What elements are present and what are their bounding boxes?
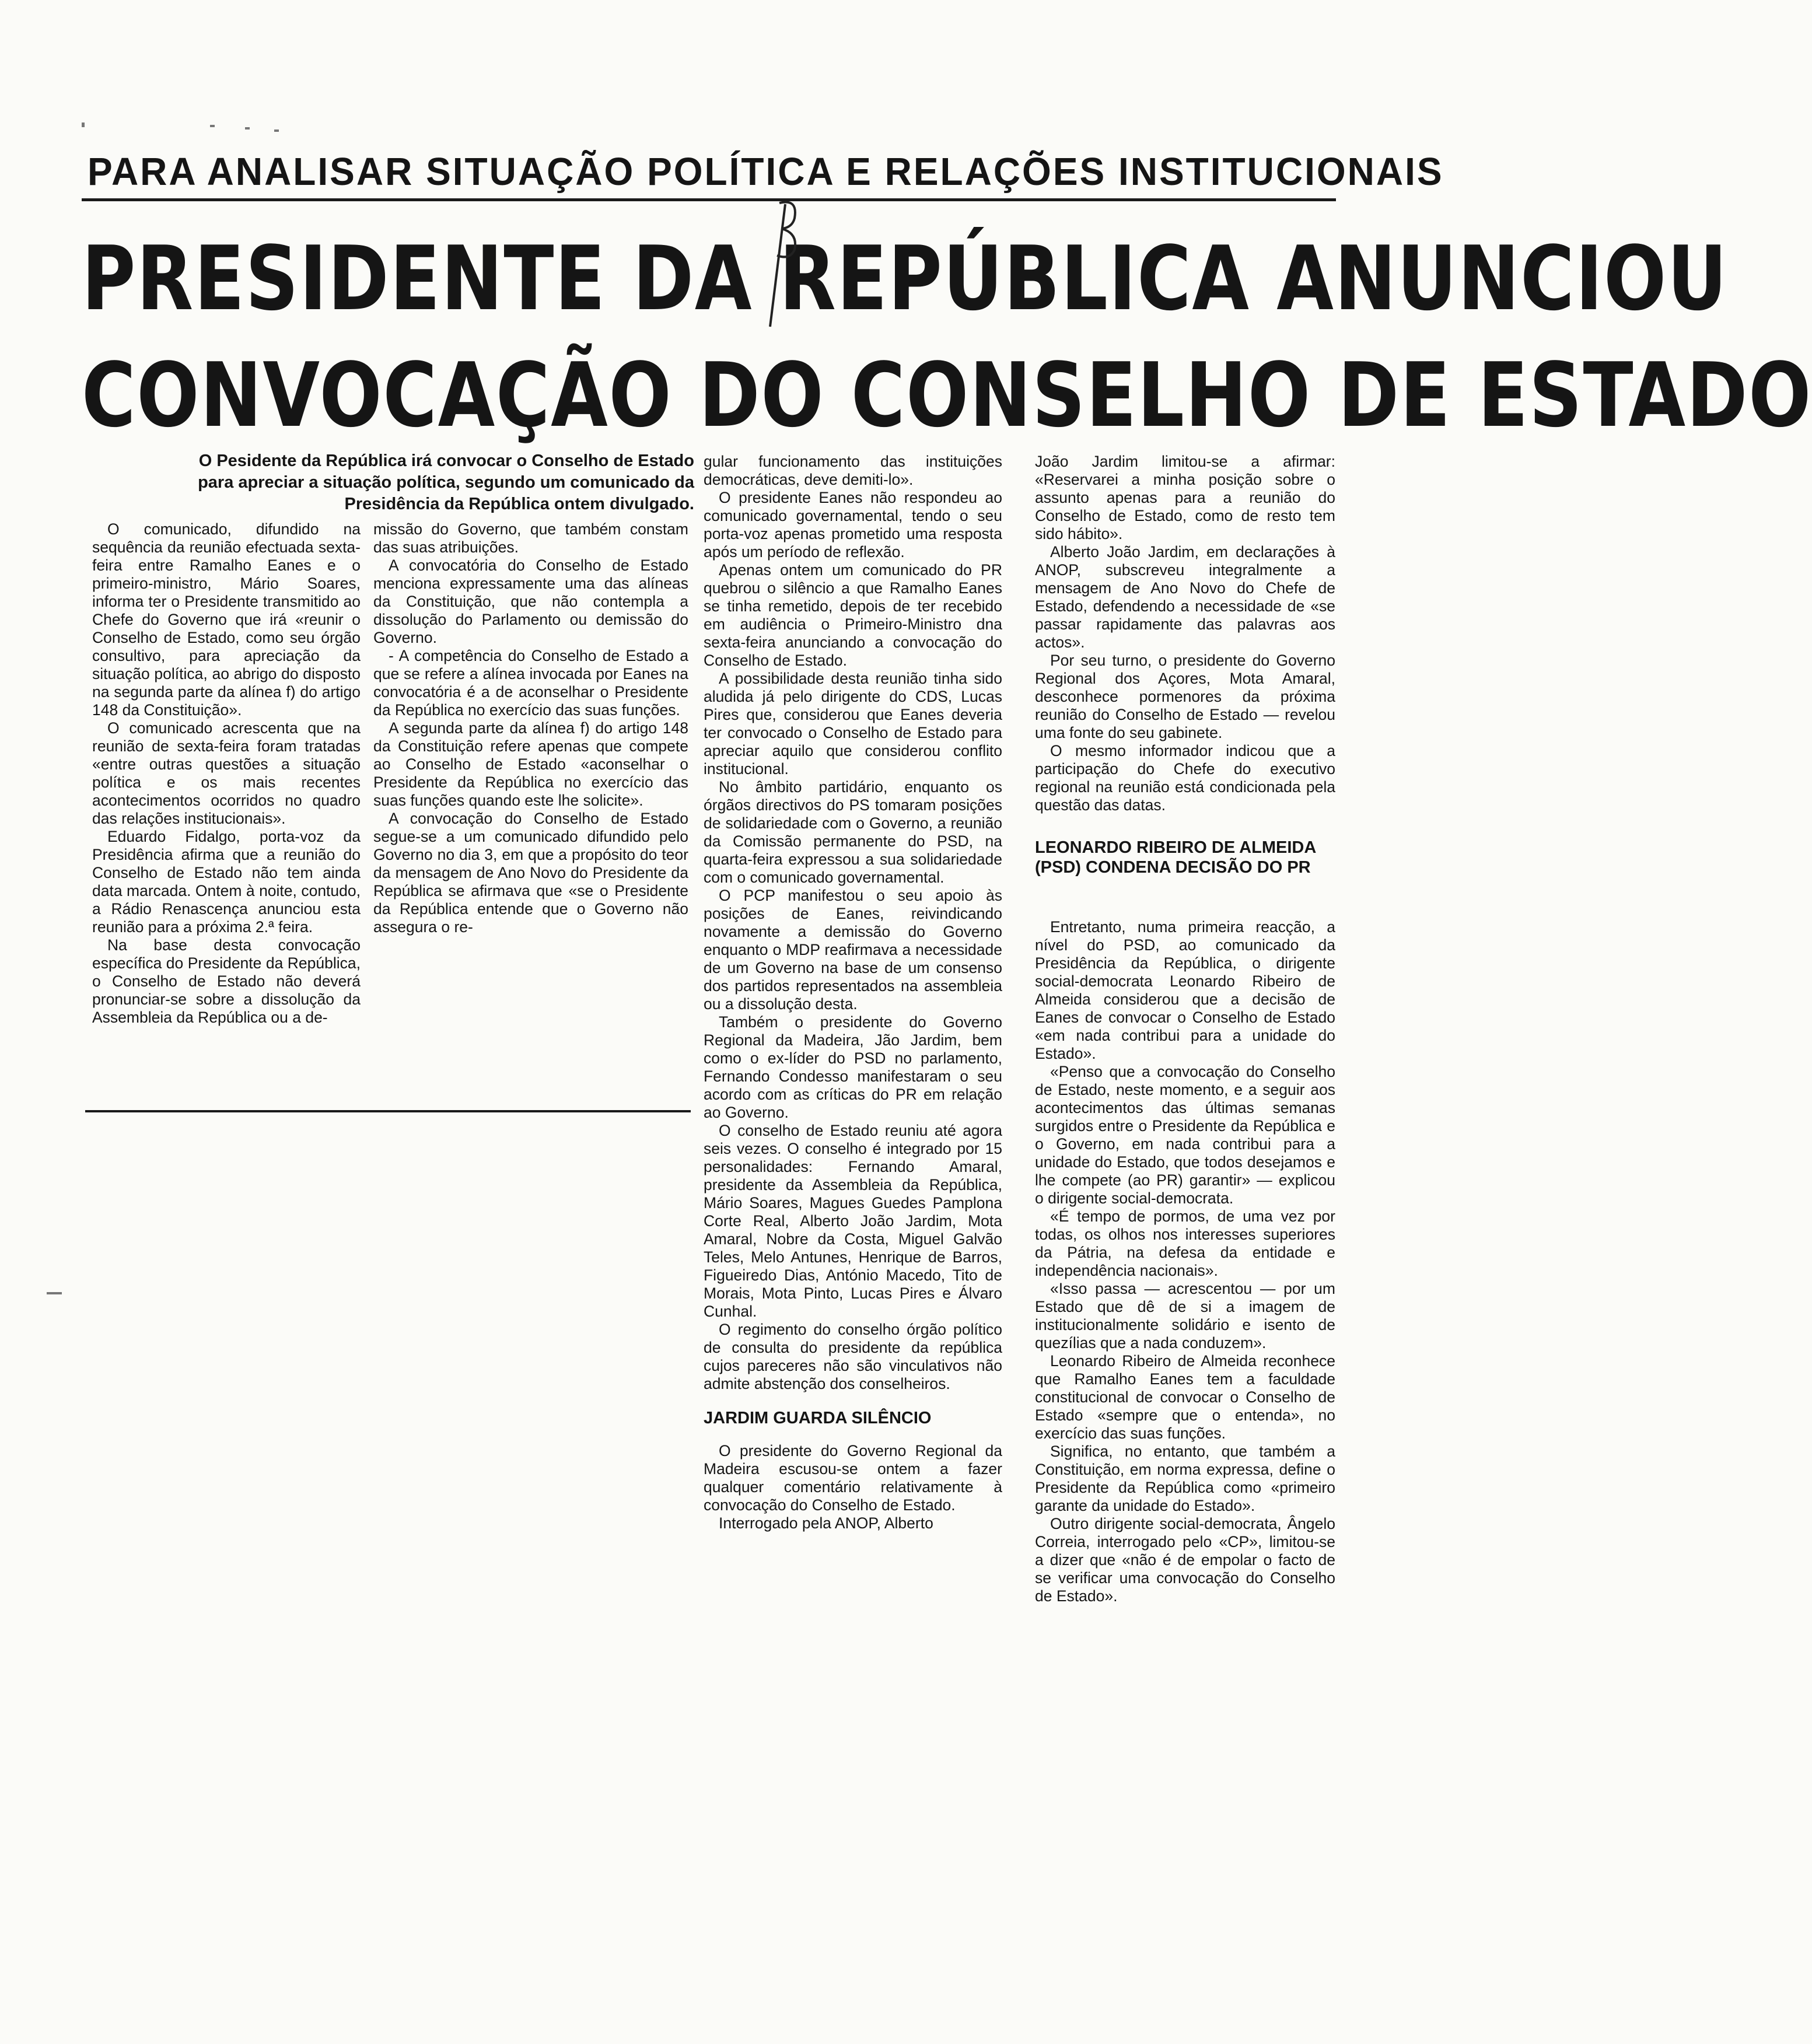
paragraph: O comunicado acrescenta que na reunião de sexta-feira foram tratadas «entre outras questões a situação política e os mais recentes acontecimentos ocorridos no quadro das relações institucionais».	[92, 719, 361, 827]
paragraph: Leonardo Ribeiro de Almeida reconhece que Ramalho Eanes tem a faculdade constitucional de convocar o Conselho de Estado «sempre que o entenda», no exercício das suas funções.	[1035, 1352, 1335, 1442]
column-end-rule	[85, 1110, 691, 1112]
paragraph: gular funcionamento das instituições democráticas, deve demiti-lo».	[704, 453, 1002, 488]
paragraph: O conselho de Estado reuniu até agora seis vezes. O conselho é integrado por 15 personalidades: Fernando Amaral, presidente da Assembleia da República, Mário Soares, Magues Guedes Pamplona Corte Real, Alberto João Jardim, Mota Amaral, Nobre da Costa, Miguel Galvão Teles, Melo Antunes, Henrique de Barros, Figueiredo Dias, António Macedo, Tito de Morais, Mota Pinto, Lucas Pires e Álvaro Cunhal.	[704, 1122, 1002, 1320]
paragraph: A possibilidade desta reunião tinha sido aludida já pelo dirigente do CDS, Lucas Pires que, considerou que Eanes deveria ter convocado o Conselho de Estado para apreciar aquilo que considerou conflito institucional.	[704, 670, 1002, 778]
lead-paragraph: O Pesidente da República irá convocar o Conselho de Estado para apreciar a situação política, segundo um comunicado da Presidência da República ontem divulgado.	[198, 452, 694, 513]
paragraph: Também o presidente do Governo Regional da Madeira, Jão Jardim, bem como o ex-líder do PSD no parlamento, Fernando Condesso manifestaram o seu acordo com as críticas do PR em relação ao Governo.	[704, 1013, 1002, 1121]
handwritten-annotation	[762, 192, 800, 332]
scan-mark	[82, 123, 85, 127]
paragraph: A segunda parte da alínea f) do artigo 148 da Constituição refere apenas que compete ao Conselho de Estado «aconselhar o Presidente da República no exercício das suas funções quando este lhe solicite».	[373, 719, 688, 809]
paragraph: Significa, no entanto, que também a Constituição, em norma expressa, define o Presidente da República como «primeiro garante da unidade do Estado».	[1035, 1443, 1335, 1514]
paragraph: Interrogado pela ANOP, Alberto	[719, 1514, 933, 1532]
paragraph: Apenas ontem um comunicado do PR quebrou o silêncio a que Ramalho Eanes se tinha remetido, depois de ter recebido em audiência o Primeiro-Ministro dna sexta-feira anunciando a convocação do Conselho de Estado.	[704, 561, 1002, 669]
scan-mark	[47, 1292, 62, 1294]
paragraph: Por seu turno, o presidente do Governo Regional dos Açores, Mota Amaral, desconhece pormenores da próxima reunião do Conselho de Estado — revelou uma fonte do seu gabinete.	[1035, 652, 1335, 741]
paragraph: O comunicado, difundido na sequência da reunião efectuada sexta-feira entre Ramalho Eanes e o primeiro-ministro, Mário Soares, informa ter o Presidente transmitido ao Chefe do Governo que irá «reunir o Conselho de Estado, como seu órgão consultivo, para apreciação da situação política, ao abrigo do disposto na segunda parte da alínea f) do artigo 148 da Constituição».	[92, 520, 361, 719]
paragraph: O PCP manifestou o seu apoio às posições de Eanes, reivindicando novamente a demissão do Governo enquanto o MDP reafirmava a necessidade de um Governo na base de um consenso dos partidos representados na assembleia ou a dissolução desta.	[704, 887, 1002, 1013]
subheading-leonardo: LEONARDO RIBEIRO DE ALMEIDA (PSD) CONDENA DECISÃO DO PR	[1035, 838, 1316, 877]
paragraph: O regimento do conselho órgão político de consulta do presidente da república cujos pareceres não são vinculativos não admite abstenção dos conselheiros.	[704, 1321, 1002, 1392]
paragraph: Na base desta convocação específica do Presidente da República, o Conselho de Estado não deverá pronunciar-se sobre a dissolução da Assembleia da República ou a de-	[92, 936, 361, 1026]
column-3	[704, 453, 1002, 1532]
paragraph: Entretanto, numa primeira reacção, a nível do PSD, ao comunicado da Presidência da República, o dirigente social-democrata Leonardo Ribeiro de Almeida considerou que a decisão de Eanes de convocar o Conselho de Estado «em nada contribui para a unidade do Estado».	[1035, 918, 1335, 1062]
scan-mark	[274, 130, 279, 132]
paragraph: missão do Governo, que também constam das suas atribuições.	[373, 520, 688, 556]
subheading-jardim: JARDIM GUARDA SILÊNCIO	[704, 1409, 932, 1427]
column-4	[1035, 453, 1335, 1605]
headline-line-1: PRESIDENTE DA REPÚBLICA ANUNCIOU	[82, 227, 1728, 330]
paragraph: A convocação do Conselho de Estado segue-se a um comunicado difundido pelo Governo no dia 3, em que a propósito do teor da mensagem de Ano Novo do Presidente da República se afirmava que «se o Presidente da República entende que o Governo não assegura o re-	[373, 810, 688, 936]
scan-mark	[210, 125, 215, 127]
column-2	[373, 520, 688, 936]
paragraph: João Jardim limitou-se a afirmar: «Reservarei a minha posição sobre o assunto apenas para a reunião do Conselho de Estado, como de resto tem sido hábito».	[1035, 453, 1335, 542]
scan-mark	[245, 127, 250, 130]
paragraph: O presidente do Governo Regional da Madeira escusou-se ontem a fazer qualquer comentário relativamente à convocação do Conselho de Estado.	[704, 1442, 1002, 1514]
paragraph: O presidente Eanes não respondeu ao comunicado governamental, tendo o seu porta-voz apenas prometido uma resposta após um período de reflexão.	[704, 489, 1002, 561]
kicker-rule	[82, 198, 1336, 201]
paragraph: - A competência do Conselho de Estado a que se refere a alínea invocada por Eanes na convocatória é a de aconselhar o Presidente da República no exercício das suas funções.	[373, 647, 688, 719]
paragraph: Outro dirigente social-democrata, Ângelo Correia, interrogado pelo «CP», limitou-se a dizer que «não é de empolar o facto de se verificar uma convocação do Conselho de Estado».	[1035, 1515, 1335, 1605]
paragraph: Eduardo Fidalgo, porta-voz da Presidência afirma que a reunião do Conselho de Estado não tem ainda data marcada. Ontem à noite, contudo, a Rádio Renascença anunciou esta reunião para a próxima 2.ª feira.	[92, 828, 361, 936]
paragraph: A convocatória do Conselho de Estado menciona expressamente uma das alíneas da Constituição, que não contempla a dissolução do Parlamento ou demissão do Governo.	[373, 556, 688, 646]
paragraph: «Penso que a convocação do Conselho de Estado, neste momento, e a seguir aos acontecimentos das últimas semanas surgidos entre o Presidente da República e o Governo, em nada contribui para a unidade do Estado, que todos desejamos e lhe compete (ao PR) garantir» — explicou o dirigente social-democrata.	[1035, 1063, 1335, 1207]
headline	[82, 220, 1812, 454]
paragraph: Alberto João Jardim, em declarações à ANOP, subscreveu integralmente a mensagem de Ano Novo do Chefe de Estado, defendendo a necessidade de «se passar rapidamente das palavras aos actos».	[1035, 543, 1335, 651]
paragraph: O mesmo informador indicou que a participação do Chefe do executivo regional na reunião está condicionada pela questão das datas.	[1035, 742, 1335, 814]
paragraph: «É tempo de pormos, de uma vez por todas, os olhos nos interesses superiores da Pátria, na defesa da entidade e independência nacionais».	[1035, 1208, 1335, 1279]
paragraph: No âmbito partidário, enquanto os órgãos directivos do PS tomaram posições de solidariedade com o Governo, a reunião da Comissão permanente do PSD, na quarta-feira expressou a sua solidariedade com o comunicado governamental.	[704, 778, 1002, 886]
column-1	[92, 520, 361, 1027]
paragraph: «Isso passa — acrescentou — por um Estado que dê de si a imagem de institucionalmente solidário e isento de quezílias que a nada conduzem».	[1035, 1280, 1335, 1352]
headline-line-2: CONVOCAÇÃO DO CONSELHO DE ESTADO	[82, 344, 1812, 447]
kicker: PARA ANALISAR SITUAÇÃO POLÍTICA E RELAÇÕES INSTITUCIONAIS	[88, 149, 1444, 194]
